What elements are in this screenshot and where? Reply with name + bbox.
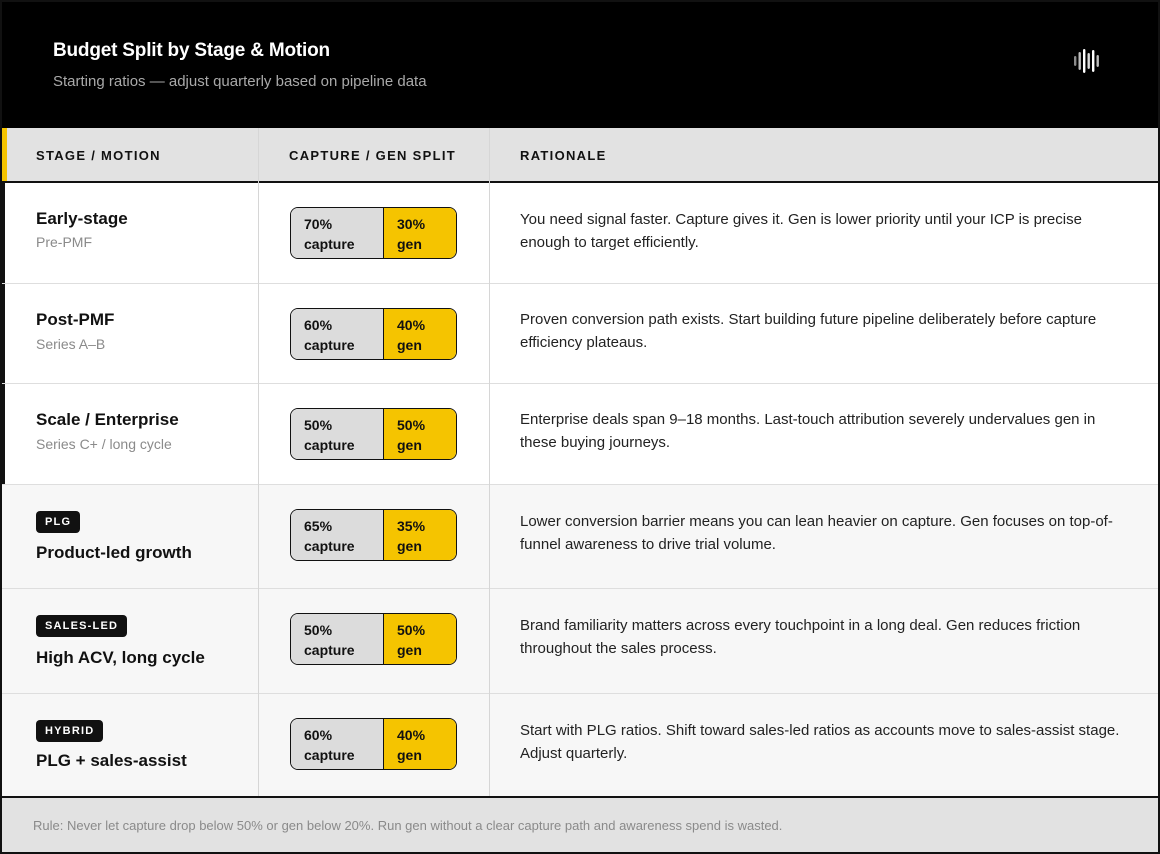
capture-percent: 60% <box>304 317 333 333</box>
capture-label: capture <box>304 437 355 453</box>
table-row <box>2 284 1158 384</box>
page-title: Budget Split by Stage & Motion <box>53 40 330 61</box>
capture-label: capture <box>304 337 355 353</box>
column-divider <box>489 128 490 796</box>
capture-segment <box>291 614 384 664</box>
row-title: Early-stage <box>36 209 128 228</box>
stage-marker <box>2 284 5 383</box>
capture-segment <box>291 208 384 258</box>
sound-bars-icon <box>1073 47 1101 75</box>
capture-segment <box>291 719 384 769</box>
gen-segment <box>384 208 456 258</box>
row-rationale: Brand familiarity matters across every touchpoint in a long deal. Gen reduces friction throughout the sales process. <box>520 617 1081 657</box>
capture-percent: 50% <box>304 417 333 433</box>
row-title: Product-led growth <box>36 543 192 562</box>
capture-label: capture <box>304 236 355 252</box>
capture-percent: 60% <box>304 727 333 743</box>
capture-label: capture <box>304 747 355 763</box>
gen-segment <box>384 510 456 560</box>
split-pill <box>290 308 457 360</box>
row-rationale: Enterprise deals span 9–18 months. Last-touch attribution severely undervalues gen in these buying journeys. <box>520 411 1096 451</box>
gen-percent: 40% <box>397 727 426 743</box>
page-subtitle: Starting ratios — adjust quarterly based on pipeline data <box>53 73 427 90</box>
split-pill <box>290 408 457 460</box>
gen-label: gen <box>397 236 422 252</box>
capture-label: capture <box>304 642 355 658</box>
capture-segment <box>291 510 384 560</box>
split-pill <box>290 613 457 665</box>
column-header-rationale: RATIONALE <box>520 148 607 163</box>
split-pill <box>290 207 457 259</box>
gen-percent: 30% <box>397 216 426 232</box>
row-rationale: Start with PLG ratios. Shift toward sales-led ratios as accounts move to sales-assist stage. Adjust quarterly. <box>520 722 1120 762</box>
gen-percent: 35% <box>397 518 426 534</box>
gen-label: gen <box>397 747 422 763</box>
motion-tag: SALES-LED <box>36 615 127 637</box>
split-pill <box>290 509 457 561</box>
row-title: PLG + sales-assist <box>36 751 187 770</box>
capture-percent: 70% <box>304 216 333 232</box>
gen-label: gen <box>397 337 422 353</box>
capture-label: capture <box>304 538 355 554</box>
gen-segment <box>384 614 456 664</box>
gen-segment <box>384 719 456 769</box>
gen-segment <box>384 409 456 459</box>
gen-percent: 40% <box>397 317 426 333</box>
card-footer <box>2 796 1158 852</box>
column-divider <box>258 128 259 796</box>
capture-segment <box>291 309 384 359</box>
motion-tag: PLG <box>36 511 80 533</box>
table-row <box>2 589 1158 694</box>
accent-bar <box>2 128 7 181</box>
row-title: Scale / Enterprise <box>36 410 179 429</box>
gen-label: gen <box>397 437 422 453</box>
capture-percent: 65% <box>304 518 333 534</box>
split-pill <box>290 718 457 770</box>
table-row <box>2 485 1158 589</box>
card-header <box>2 2 1158 128</box>
row-rationale: You need signal faster. Capture gives it. Gen is lower priority until your ICP is precise enough to target efficiently. <box>520 211 1082 251</box>
stage-marker <box>2 384 5 484</box>
row-title: High ACV, long cycle <box>36 648 205 667</box>
footer-rule: Rule: Never let capture drop below 50% or gen below 20%. Run gen without a clear capture path and awareness spend is wasted. <box>33 818 783 833</box>
capture-segment <box>291 409 384 459</box>
gen-percent: 50% <box>397 622 426 638</box>
gen-label: gen <box>397 642 422 658</box>
row-subtitle: Pre-PMF <box>36 234 92 250</box>
table-row <box>2 183 1158 284</box>
row-title: Post-PMF <box>36 310 115 329</box>
column-header-split: CAPTURE / GEN SPLIT <box>289 148 456 163</box>
gen-percent: 50% <box>397 417 426 433</box>
row-rationale: Lower conversion barrier means you can lean heavier on capture. Gen focuses on top-of-funnel awareness to drive trial volume. <box>520 513 1113 553</box>
gen-label: gen <box>397 538 422 554</box>
gen-segment <box>384 309 456 359</box>
column-header-stage: STAGE / MOTION <box>36 148 161 163</box>
row-rationale: Proven conversion path exists. Start building future pipeline deliberately before capture efficiency plateaus. <box>520 311 1097 351</box>
capture-percent: 50% <box>304 622 333 638</box>
table-row <box>2 384 1158 485</box>
row-subtitle: Series C+ / long cycle <box>36 436 172 452</box>
table-row <box>2 694 1158 796</box>
stage-marker <box>2 183 5 283</box>
row-subtitle: Series A–B <box>36 336 106 352</box>
table-header <box>2 128 1158 183</box>
motion-tag: HYBRID <box>36 720 103 742</box>
